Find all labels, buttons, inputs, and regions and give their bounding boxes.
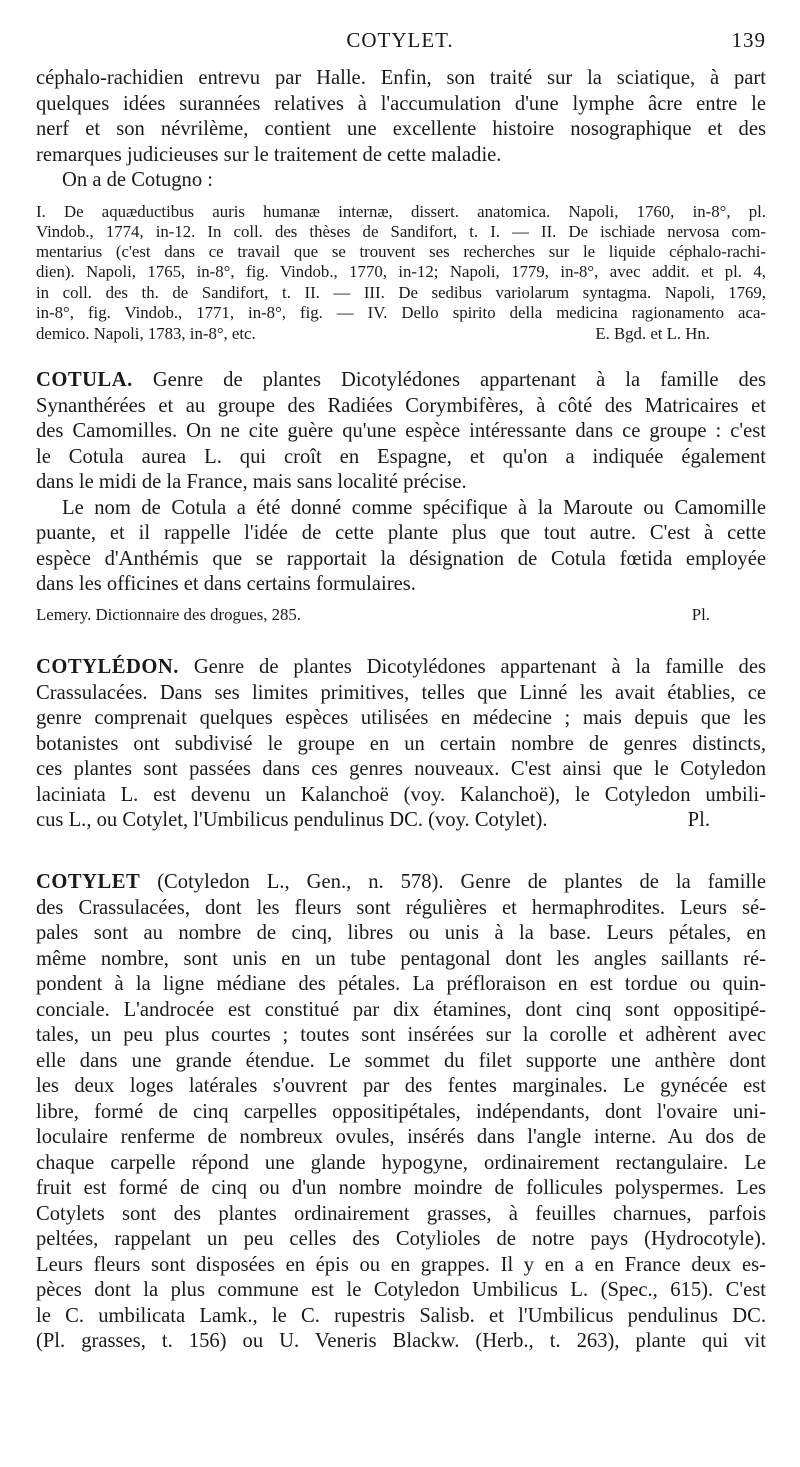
author-signature: Pl. (687, 809, 710, 831)
text-line: Synanthérées et au groupe des Radiées Corymbifères, à côté des Matricaires et (36, 394, 766, 417)
text-line: Le nom de Cotula a été donné comme spécifique à la Maroute ou Camomille (62, 496, 766, 519)
text-line: ces plantes sont passées dans ces genres nouveaux. C'est ainsi que le Cotyledon (36, 758, 766, 780)
text-line: pales sont au nombre de cinq, libres ou unis à la base. Leurs pétales, en (36, 922, 766, 944)
bibliographic-reference: Lemery. Dictionnaire des drogues, 285. (36, 604, 302, 624)
text-line: Cotylets sont des plantes ordinairement grasses, à feuilles charnues, parfois (36, 1202, 766, 1225)
text-line: peltées, rappelant un peu celles des Cotylioles de notre pays (Hydrocotyle). (36, 1228, 766, 1250)
text-line (36, 655, 766, 681)
bibliography-line: in coll. des th. de Sandifort, t. II. — III. De sedibus variolarum syntagma. Napoli, 1769, (36, 282, 766, 302)
text-line-content: Genre de plantes Dicotylédones appartenant à la famille des (193, 656, 766, 678)
text-line: espèce d'Anthémis que se rapportait la désignation de Cotula fœtida employée (36, 547, 766, 570)
text-line: (Pl. grasses, t. 156) ou U. Veneris Blackw. (Herb., t. 263), plante qui vit (36, 1330, 766, 1352)
text-line: le C. umbilicata Lamk., le C. rupestris Salisb. et l'Umbilicus pendulinus DC. (36, 1304, 766, 1327)
cotula-entry (36, 368, 766, 626)
entry-headword: COTYLÉDON. (36, 656, 179, 678)
text-line: tales, un peu plus courtes ; toutes sont insérées sur la corolle et adhèrent avec (36, 1024, 766, 1046)
text-line: des Camomilles. On ne cite guère qu'une espèce intéressante dans ce groupe : c'est (36, 420, 766, 442)
text-line: fruit est formé de cinq ou d'un nombre moindre de follicules polyspermes. Les (36, 1177, 766, 1199)
bibliography-line: I. De aquæductibus auris humanæ internæ, dissert. anatomica. Napoli, 1760, in-8°, pl. (36, 201, 766, 221)
text-line: des Crassulacées, dont les fleurs sont régulières et hermaphrodites. Leurs sé- (36, 896, 766, 919)
bibliography-intro: On a de Cotugno : (62, 169, 214, 191)
text-line: remarques judicieuses sur le traitement de cette maladie. (36, 143, 502, 166)
text-line: libre, formé de cinq carpelles oppositipétales, indépendants, dont l'ovaire uni- (36, 1100, 766, 1123)
bibliography-line: dien). Napoli, 1765, in-8°, fig. Vindob., 1770, in-12; Napoli, 1779, in-8°, avec addit. et pl. 4, (36, 262, 766, 282)
text-line-content: cus L., ou Cotylet, l'Umbilicus pendulinus DC. (voy. Cotylet). (36, 809, 548, 831)
text-line: dans le midi de la France, mais sans localité précise. (36, 471, 467, 493)
text-line: quelques idées surannées relatives à l'accumulation d'une lymphe âcre entre le (36, 92, 766, 115)
bibliography-line: in-8°, fig. Vindob., 1771, in-8°, fig. — IV. Dello spirito della medicina ragionamento aca- (36, 302, 766, 322)
text-line: loculaire renferme de nombreux ovules, insérés dans l'angle interne. Au dos de (36, 1126, 766, 1148)
text-line-content: Genre de plantes Dicotylédones appartenant à la famille des (152, 369, 766, 391)
text-line: même nombre, sont unis en un tube pentagonal dont les angles saillants ré- (36, 947, 766, 970)
bibliography-line: mentarius (c'est dans ce travail que se trouvent ses recherches sur le liquide céphalo-rachi- (36, 242, 766, 262)
text-line: Crassulacées. Dans ses limites primitives, telles que Linné les avait établies, ce (36, 681, 766, 704)
cotugno-entry (36, 66, 766, 345)
author-signature: E. Bgd. et L. Hn. (595, 324, 710, 344)
text-line: chaque carpelle répond une glande hypogyne, ordinairement rectangulaire. Le (36, 1151, 766, 1174)
text-line: puante, et il rappelle l'idée de cette plante plus que tout autre. C'est à cette (36, 522, 766, 544)
text-line: conciale. L'androcée est constitué par dix étamines, dont cinq sont oppositipé- (36, 998, 766, 1021)
bibliography-line: Vindob., 1774, in-12. In coll. des thèses de Sandifort, t. I. — II. De ischiade nervosa com- (36, 221, 766, 241)
text-line (36, 808, 766, 834)
text-line (36, 368, 766, 394)
entry-headword: COTULA. (36, 369, 133, 391)
text-line: pèces dont la plus commune est le Cotyledon Umbilicus L. (Spec., 615). C'est (36, 1279, 766, 1301)
bibliography-last-line (36, 323, 766, 345)
text-line: pondent à la ligne médiane des pétales. La préfloraison en est tordue ou quin- (36, 973, 766, 995)
text-line: elle dans une grande étendue. Le sommet du filet supporte une anthère dont (36, 1049, 766, 1072)
text-line: nerf et son névrilème, contient une excellente histoire nosographique et des (36, 118, 766, 140)
text-line: botanistes ont subdivisé le groupe en un certain nombre de genres distincts, (36, 732, 766, 755)
running-header (0, 28, 800, 58)
text-line: genre comprenait quelques espèces utilisées en médecine ; mais depuis que les (36, 707, 766, 729)
text-line-content: (Cotyledon L., Gen., n. 578). Genre de plantes de la famille (157, 871, 766, 893)
reference-line (36, 604, 766, 626)
text-line: les deux loges latérales s'ouvrent par des fentes marginales. Le gynécée est (36, 1075, 766, 1097)
entry-headword: COTYLET (36, 871, 141, 893)
page-number: 139 (731, 28, 766, 52)
text-line: le Cotula aurea L. qui croît en Espagne, et qu'on a indiquée également (36, 445, 766, 468)
cotyledon-entry (36, 655, 766, 834)
author-signature: Pl. (691, 604, 710, 624)
text-line (36, 870, 766, 896)
text-line: Leurs fleurs sont disposées en épis ou en grappes. Il y en a en France deux es- (36, 1253, 766, 1276)
running-title: COTYLET. (346, 28, 454, 52)
text-line: laciniata L. est devenu un Kalanchoë (voy. Kalanchoë), le Cotyledon umbili- (36, 783, 766, 806)
cotylet-entry (36, 870, 766, 1355)
text-line: céphalo-rachidien entrevu par Halle. Enfin, son traité sur la sciatique, à part (36, 67, 766, 89)
text-line: dans les officines et dans certains formulaires. (36, 573, 416, 595)
bibliography-line: demico. Napoli, 1783, in-8°, etc. (36, 324, 256, 344)
